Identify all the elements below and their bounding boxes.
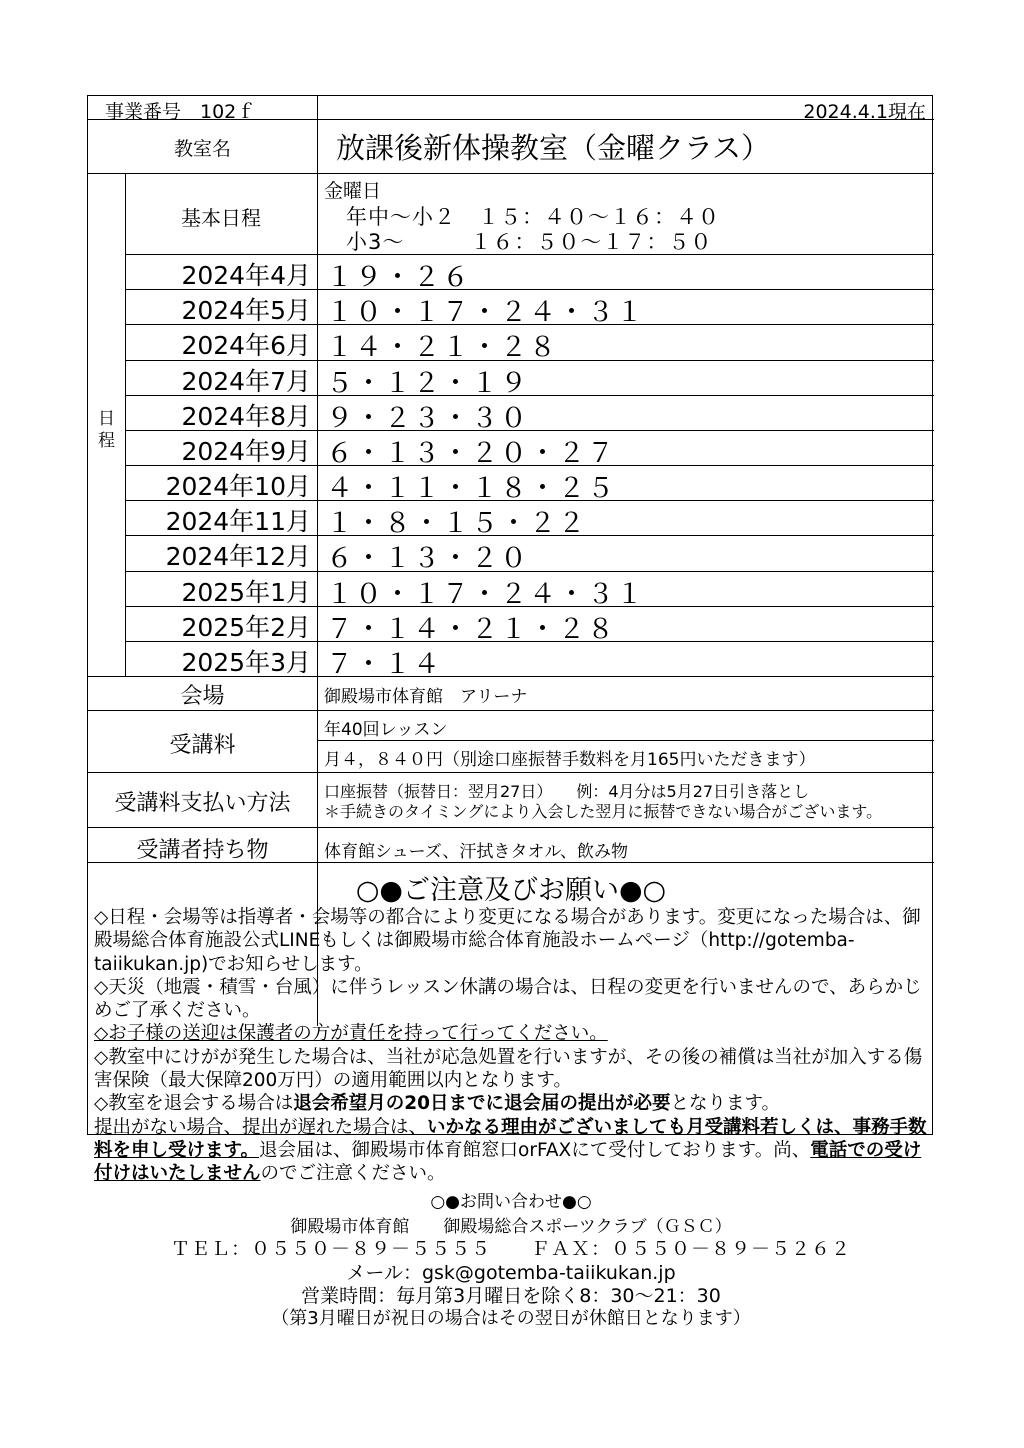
month-dates: ９・２３・３０: [326, 402, 529, 434]
contact-holiday: （第3月曜日が祝日の場合はその翌日が休館日となります）: [271, 1308, 751, 1329]
month-dates: ６・１３・２０: [326, 543, 529, 575]
month-dates: ４・１１・１８・２５: [326, 473, 616, 505]
note-4: ◇教室中にけがが発生した場合は、当社が応急処置を行いますが、その後の補償は当社が加入する傷害保険（最大保障200万円）の適用範囲以内となります。: [94, 1046, 923, 1092]
payment-line-2: ＊手続きのタイミングにより入会した翌月に振替できない場合がございます。: [324, 802, 883, 821]
basic-schedule-line-2: 年中～小２ １５：４０～１６：４０: [324, 205, 720, 229]
month-dates: １４・２１・２８: [326, 332, 558, 364]
month-dates: ６・１３・２０・２７: [326, 437, 616, 469]
month-label: 2025年1月: [181, 577, 311, 607]
class-name-label: 教室名: [173, 138, 231, 160]
month-dates: １・８・１５・２２: [326, 508, 587, 540]
document-frame: [87, 95, 933, 1329]
month-dates: ７・１４: [326, 648, 442, 680]
month-label: 2024年6月: [181, 331, 311, 361]
basic-schedule-line-3: 小3～ １６：５０～１７：５０: [324, 230, 713, 254]
note-5: ◇教室を退会する場合は退会希望月の20日までに退会届の提出が必要となります。: [94, 1093, 781, 1115]
month-label: 2025年3月: [181, 647, 311, 677]
belongings-label: 受講者持ち物: [136, 838, 269, 863]
schedule-vertical-label-1: 日: [98, 409, 115, 429]
note-1: ◇日程・会場等は指導者・会場等の都合により変更になる場合があります。変更になった場合は、御殿場総合体育施設公式LINEもしくは御殿場市総合体育施設ホームページ（http://gotemba-taiikukan.jp)でお知らせします。: [94, 907, 921, 975]
belongings-value: 体育館シューズ、汗拭きタオル、飲み物: [324, 842, 628, 862]
basic-schedule-line-1: 金曜日: [324, 180, 382, 202]
month-label: 2024年4月: [181, 261, 311, 290]
contact-org: 御殿場市体育館 御殿場総合スポーツクラブ（ＧＳＣ）: [290, 1217, 732, 1237]
month-label: 2024年11月: [165, 507, 311, 537]
contact-tel-fax: ＴＥＬ：０５５０－８９－５５５５ ＦＡＸ：０５５０－８９－５２６２: [170, 1238, 851, 1260]
month-label: 2025年2月: [181, 612, 311, 642]
note-3: ◇お子様の送迎は保護者の方が責任を持って行ってください。: [94, 1023, 608, 1045]
month-dates: ７・１４・２１・２８: [326, 613, 616, 645]
fee-line-2: 月４，８４０円（別途口座振替手数料を月165円いただきます）: [324, 750, 816, 770]
project-number: 事業番号 102ｆ: [105, 101, 256, 123]
basic-schedule-label: 基本日程: [181, 206, 261, 230]
contact-hours: 営業時間：毎月第3月曜日を除く8：30～21：30: [301, 1285, 721, 1307]
month-dates: １９・２６: [326, 262, 471, 293]
class-name: 放課後新体操教室（金曜クラス）: [336, 131, 771, 165]
note-2: ◇天災（地震・積雪・台風）に伴うレッスン休講の場合は、日程の変更を行いませんので、あらかじめご了承ください。: [94, 976, 922, 1022]
notes-body: [94, 906, 928, 1186]
month-dates: １０・１７・２４・３１: [326, 297, 645, 329]
as-of-date: 2024.4.1現在: [803, 101, 926, 123]
note-6: 提出がない場合、提出が遅れた場合は、いかなる理由がございましても月受講料若しくは、事務手数料を申し受けます。退会届は、御殿場市体育館窓口orFAXにて受付しております。尚、電話での受け付けはいたしませんのでご注意ください。: [94, 1116, 927, 1185]
contact-title: ○●お問い合わせ●○: [430, 1192, 592, 1212]
month-label: 2024年12月: [165, 542, 311, 572]
fee-label: 受講料: [169, 733, 236, 758]
schedule-vertical-label-2: 程: [98, 431, 115, 451]
month-label: 2024年7月: [181, 366, 311, 396]
month-dates: １０・１７・２４・３１: [326, 578, 645, 610]
fee-line-1: 年40回レッスン: [324, 720, 448, 740]
payment-line-1: 口座振替（振替日：翌月27日） 例：4月分は5月27日引き落とし: [324, 782, 810, 801]
month-label: 2024年8月: [181, 401, 311, 431]
venue-label: 会場: [180, 684, 225, 709]
payment-label: 受講料支払い方法: [114, 791, 291, 816]
venue-value: 御殿場市体育館 アリーナ: [324, 687, 528, 707]
month-label: 2024年9月: [181, 436, 311, 466]
contact-mail: メール：gsk@gotemba-taiikukan.jp: [346, 1262, 676, 1284]
month-label: 2024年10月: [165, 472, 311, 502]
notes-title: ○●ご注意及びお願い●○: [355, 875, 667, 906]
month-label: 2024年5月: [181, 296, 311, 326]
month-dates: ５・１２・１９: [326, 367, 529, 399]
